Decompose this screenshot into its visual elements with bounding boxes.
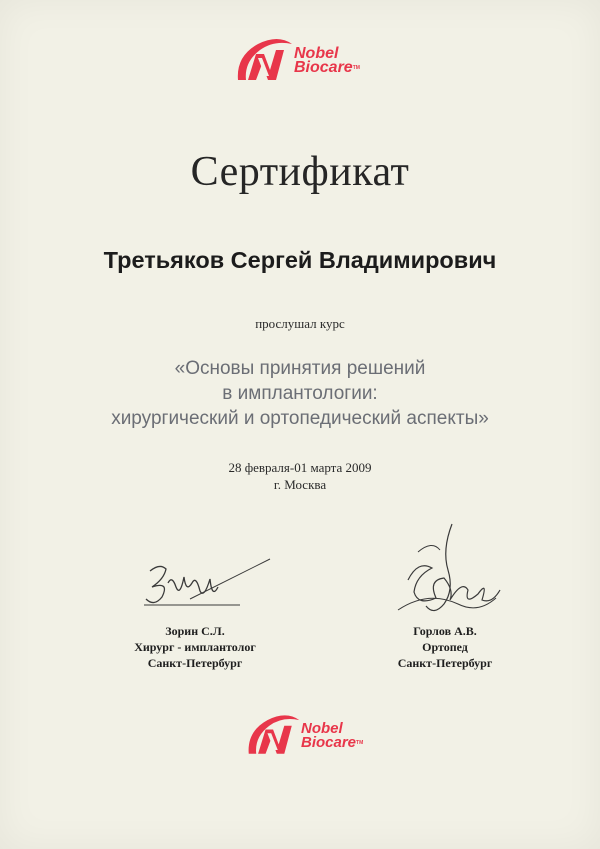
event-info: [0, 459, 600, 493]
nobel-biocare-logo-icon: [234, 36, 296, 86]
course-title-line-1: «Основы принятия решений: [174, 358, 426, 379]
logo-wordmark: [301, 722, 363, 750]
signature-left: [130, 553, 280, 615]
signature-right: [388, 520, 508, 620]
signatory-right: [350, 623, 540, 671]
signatory-right-city: Санкт-Петербург: [397, 656, 493, 670]
logo-line-biocare: Biocare: [294, 59, 353, 76]
nobel-biocare-logo-top: [234, 36, 360, 86]
logo-tm: TM: [356, 740, 364, 746]
signatory-right-name: Горлов А.В.: [413, 624, 477, 638]
logo-line-biocare: Biocare: [301, 734, 357, 751]
listened-course-text: прослушал курс: [255, 316, 345, 331]
event-city: г. Москва: [273, 477, 327, 492]
signatory-left-name: Зорин С.Л.: [165, 624, 225, 638]
signatory-left-city: Санкт-Петербург: [147, 656, 243, 670]
nobel-biocare-logo-bottom: [245, 712, 363, 760]
logo-tm: TM: [352, 65, 360, 71]
event-dates: 28 февраля-01 марта 2009: [228, 460, 372, 475]
logo-line-nobel: Nobel: [294, 45, 339, 62]
course-title-line-3: хирургический и ортопедический аспекты»: [111, 408, 489, 429]
signatory-right-role: Ортопед: [422, 640, 468, 654]
course-title-line-2: в имплантологии:: [222, 383, 378, 404]
signatory-left: [100, 623, 290, 671]
nobel-biocare-logo-icon: [245, 712, 303, 760]
recipient-name: Третьяков Сергей Владимирович: [103, 247, 497, 273]
logo-line-nobel: Nobel: [301, 720, 343, 737]
signatory-left-role: Хирург - имплантолог: [134, 640, 256, 654]
course-title: [0, 356, 600, 431]
certificate-title: Сертификат: [190, 149, 410, 195]
logo-wordmark: [294, 47, 360, 75]
